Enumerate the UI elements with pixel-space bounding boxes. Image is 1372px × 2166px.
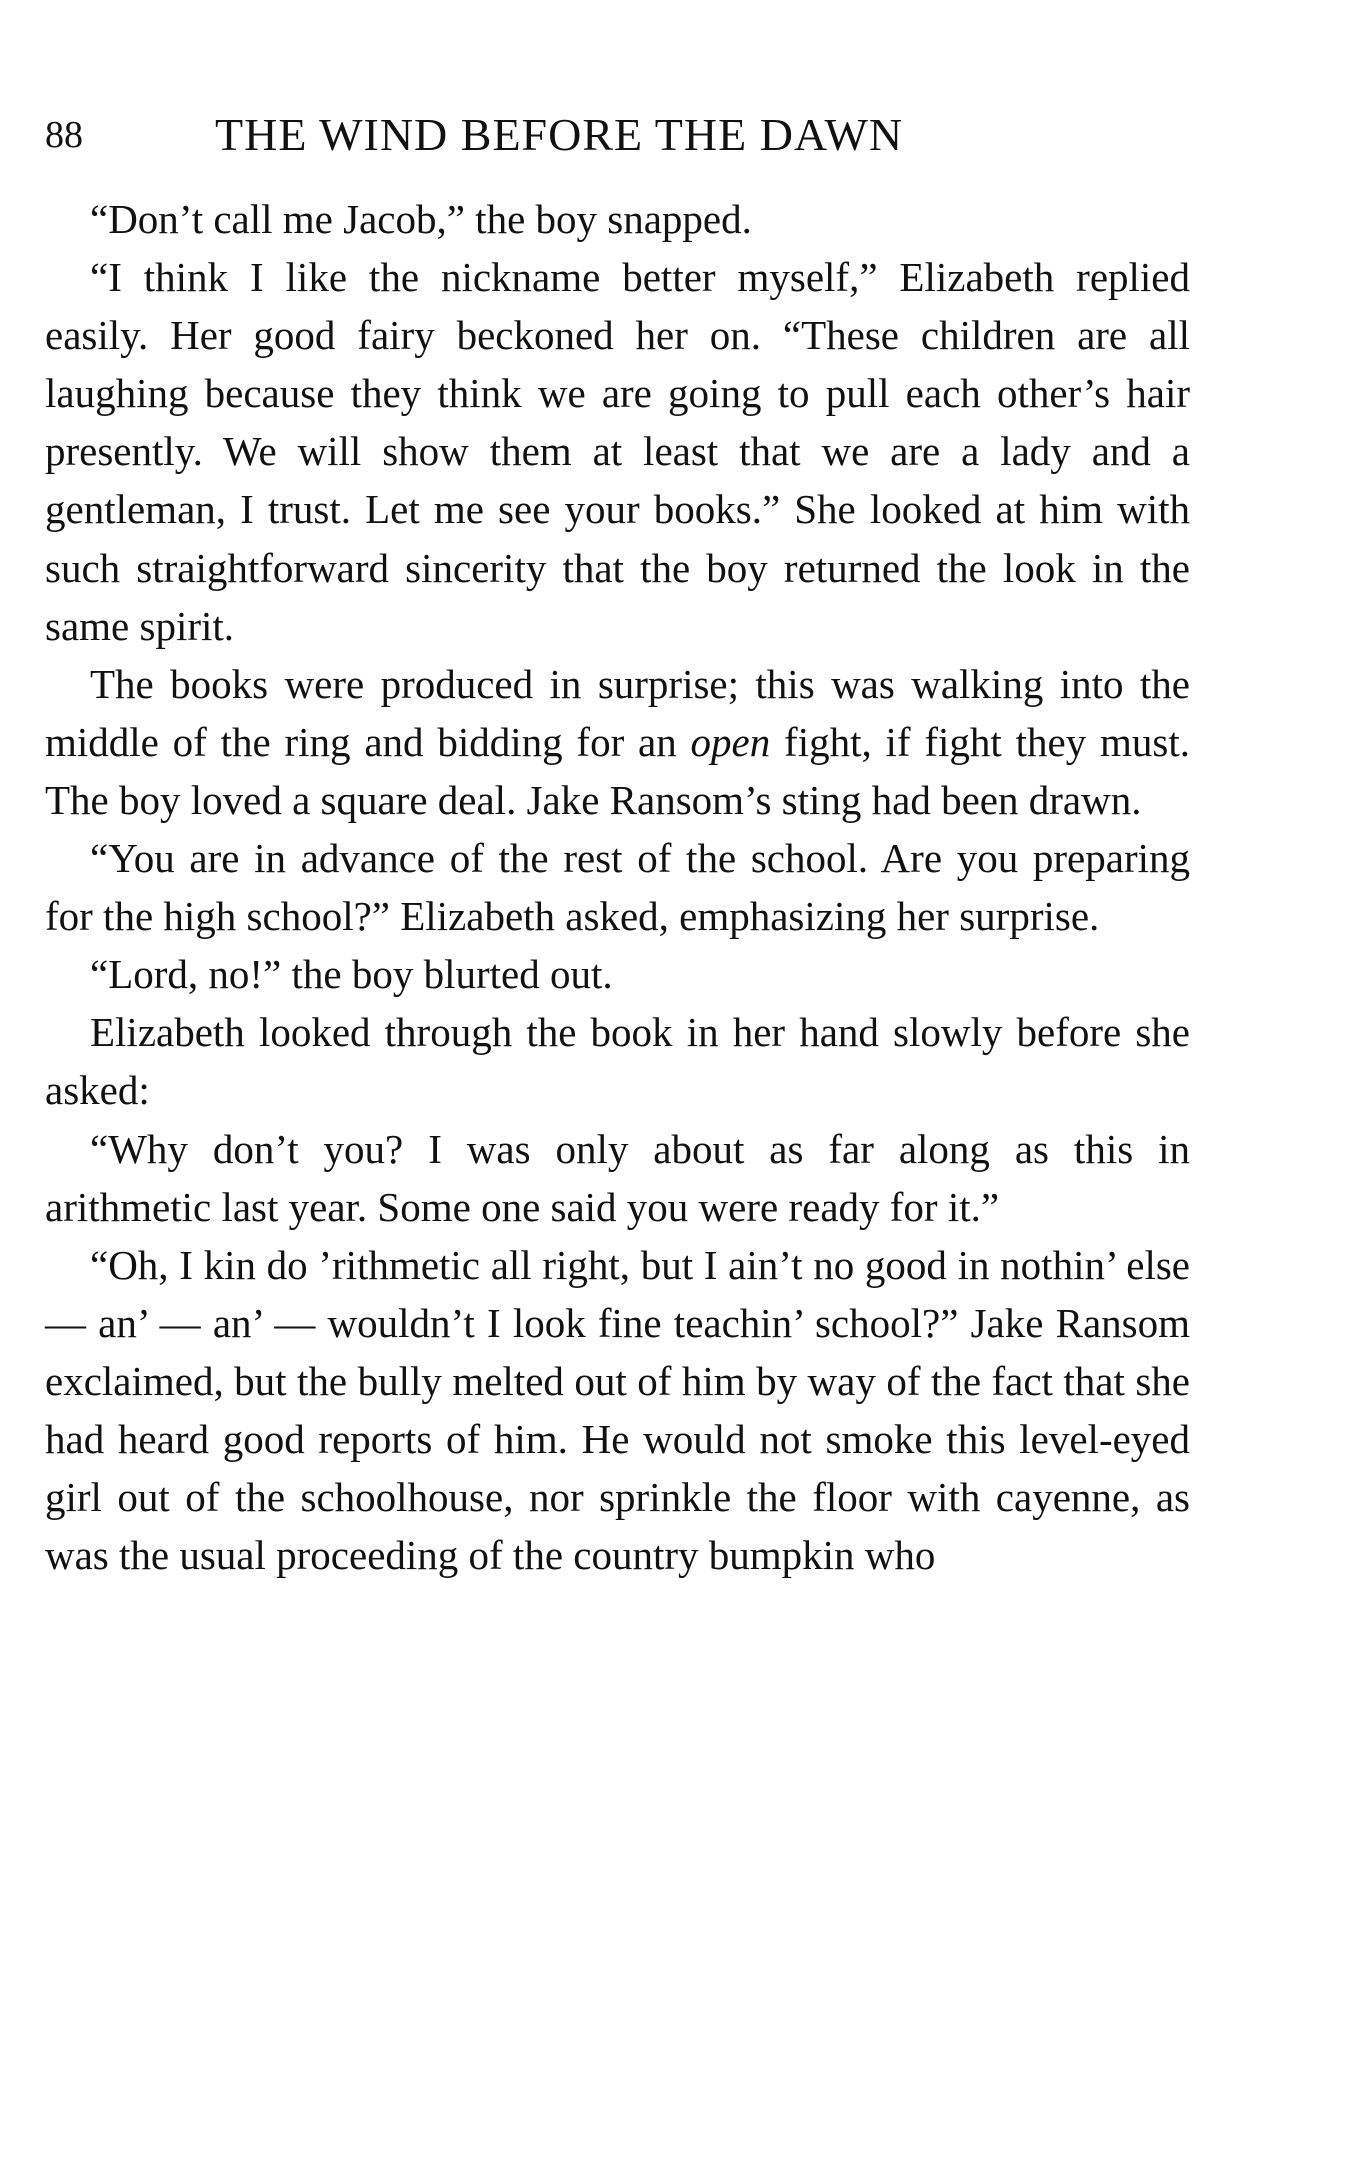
- body-text: [45, 190, 1190, 1584]
- paragraph: “Why don’t you? I was only about as far along as this in arithmetic last year. Some one said you were ready for it.”: [45, 1125, 1190, 1230]
- running-title: THE WIND BEFORE THE DAWN: [215, 109, 904, 160]
- paragraph: “Don’t call me Jacob,” the boy snapped.: [90, 196, 752, 242]
- paragraph: “Lord, no!” the boy blurted out.: [90, 951, 613, 998]
- page-number: 88: [45, 114, 83, 156]
- italic-word: open: [690, 718, 771, 765]
- paragraph: Elizabeth looked through the book in her hand slowly before she asked:: [45, 1009, 1190, 1114]
- paragraph: “I think I like the nickname better myself,” Elizabeth replied easily. Her good fairy beckoned her on. “These children are all laughing because they think we are going to pull each other’s hair presently. We will show them at least that we are a lady and a gentleman, I trust. Let me see your books.” She looked at him with such straightforward sincerity that the boy returned the look in the same spirit.: [45, 254, 1190, 649]
- paragraph-text-segment: fight, if fight they must. The boy loved a square deal. Jake Ransom’s sting had been drawn.: [45, 718, 1190, 823]
- running-head: [45, 105, 1195, 165]
- paragraph: “Oh, I kin do ’rithmetic all right, but I ain’t no good in nothin’ else — an’ — an’ — wouldn’t I look fine teachin’ school?” Jake Ransom exclaimed, but the bully melted out of him by way of the fact that she had heard good reports of him. He would not smoke this level-eyed girl out of the schoolhouse, nor sprinkle the floor with cayenne, as was the usual proceeding of the country bumpkin who: [45, 1241, 1190, 1579]
- paragraph-text-segment: The books were produced in surprise; this was walking into the middle of the ring and bidding for an: [45, 660, 1190, 765]
- paragraph: [45, 655, 1190, 829]
- paragraph: “You are in advance of the rest of the school. Are you preparing for the high school?” Elizabeth asked, emphasizing her surprise.: [45, 835, 1190, 940]
